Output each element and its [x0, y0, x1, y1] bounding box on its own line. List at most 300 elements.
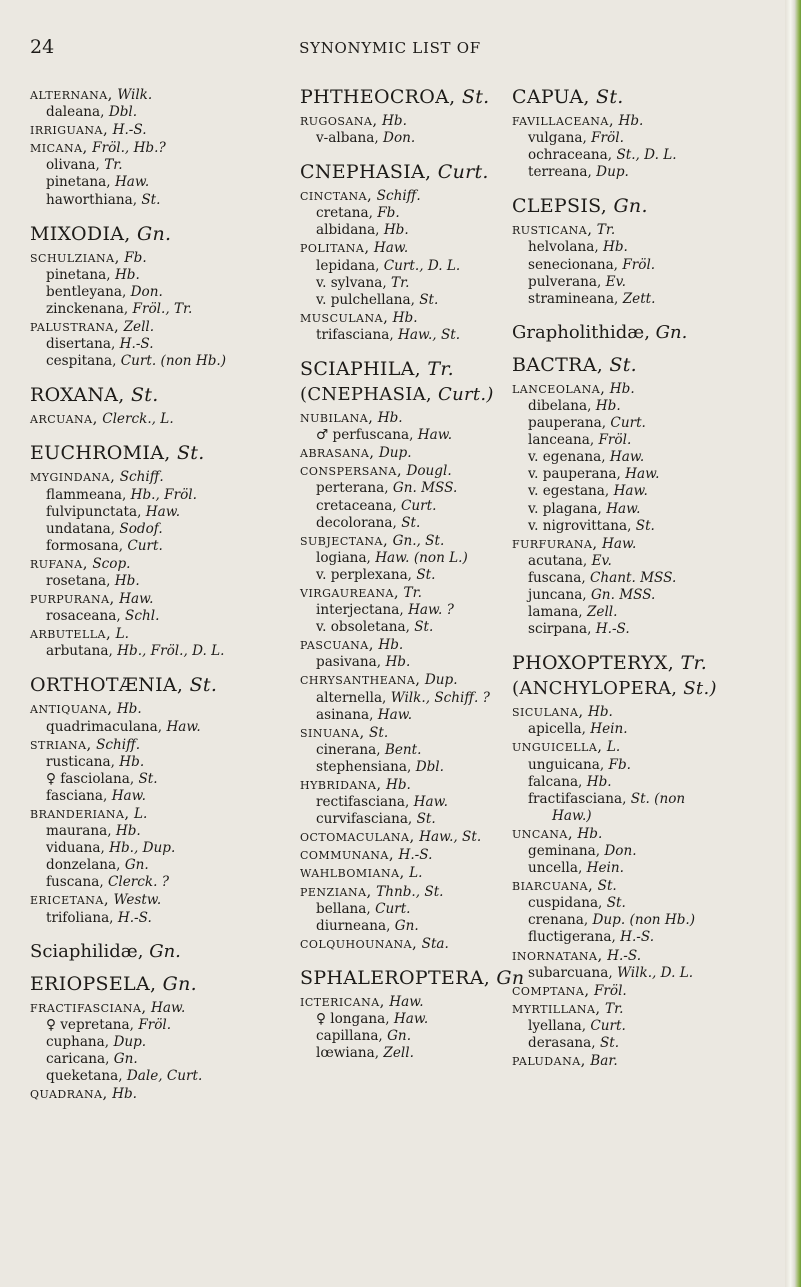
species-author: Fröl. [138, 1016, 172, 1033]
species-name: communana, [300, 845, 395, 864]
synonym-entry [512, 843, 790, 860]
species-name: virgaureana, [300, 582, 400, 601]
species-name: olivana, [46, 157, 100, 174]
species-name: inornatana, [512, 945, 603, 964]
species-author: Haw. [413, 794, 448, 811]
genus-heading [30, 973, 292, 995]
synonym-entry [30, 573, 292, 590]
species-author: H.-S. [119, 336, 154, 353]
species-author: Zell. [383, 1045, 414, 1062]
synonym-entry [512, 398, 790, 415]
species-entry [30, 625, 292, 643]
species-author: Fröl. [598, 432, 632, 449]
genus-name: (ANCHYLOPERA, [512, 678, 678, 700]
synonym-entry [512, 1018, 790, 1035]
species-name: unguicella, [512, 737, 603, 756]
species-name: dibelana, [528, 397, 592, 414]
species-author: Haw. [417, 427, 453, 444]
species-author: Dbl. [415, 758, 444, 775]
genus-author: Gn [496, 966, 525, 989]
synonym-entry [30, 719, 292, 736]
species-name: cuspidana, [528, 895, 603, 912]
species-name: crenana, [528, 912, 589, 929]
species-author: Haw. [609, 449, 645, 466]
species-name: senecionana, [528, 256, 619, 273]
synonym-entry [30, 1068, 292, 1085]
running-head [0, 36, 780, 60]
species-name: curvifasciana, [316, 811, 413, 828]
species-name: rectifasciana, [316, 794, 410, 811]
species-entry [512, 703, 790, 721]
synonym-entry [512, 449, 790, 466]
species-name: haworthiana, [46, 191, 138, 208]
species-name: v-albana, [316, 130, 379, 147]
species-name: sinuana, [300, 722, 365, 741]
species-author: Haw. ? [408, 602, 454, 619]
synonym-entry [512, 257, 790, 274]
species-name: fluctigerana, [528, 929, 616, 946]
family-heading [30, 941, 292, 963]
species-author: Hb. [386, 777, 411, 793]
species-name: subarcuana, [528, 964, 613, 981]
species-name: maurana, [46, 823, 112, 840]
species-name: unguicana, [528, 756, 605, 773]
species-author: Clerck., L. [102, 411, 174, 428]
species-author: Schiff. [119, 469, 164, 486]
species-name: ♀ longana, [316, 1011, 390, 1028]
species-entry [30, 891, 292, 909]
genus-heading [512, 195, 790, 217]
species-author: Hein. [590, 721, 628, 738]
species-author: Hb. [377, 410, 403, 427]
synonym-entry [512, 965, 790, 982]
species-name: v. egestana, [528, 483, 610, 500]
species-author: Fröl. [591, 130, 624, 147]
species-author: Gn. [387, 1028, 412, 1045]
genus-heading [30, 223, 292, 245]
species-author: Haw. [606, 500, 641, 517]
column-left [30, 86, 292, 1117]
synonym-entry [512, 774, 790, 791]
species-author: Chant. MSS. [590, 569, 677, 586]
species-author: Hb. [577, 825, 603, 842]
species-name: lyellana, [528, 1017, 587, 1034]
species-author: Schiff. [376, 188, 421, 205]
species-name: ictericana, [300, 991, 385, 1010]
species-entry [512, 535, 790, 553]
species-name: branderiana, [30, 804, 130, 822]
species-author: St., D. L. [616, 147, 677, 164]
species-author: H.-S. [620, 929, 655, 946]
species-author: St. [635, 517, 655, 534]
species-entry [512, 738, 790, 756]
species-name: scirpana, [528, 621, 592, 638]
synonym-entry [30, 504, 292, 521]
species-author: St. [401, 514, 421, 531]
genus-author: Gn. [136, 222, 172, 245]
genus-author: St. [130, 384, 159, 407]
species-author: St. [599, 1035, 620, 1052]
species-author: Haw. [613, 483, 648, 500]
species-author: Dbl. [108, 104, 138, 121]
species-author: L. [409, 865, 423, 882]
species-author: Haw. [119, 591, 154, 608]
synonym-entry [512, 791, 790, 808]
species-author: Dup. [424, 672, 458, 689]
species-author: Hb., Fröl., D. L. [117, 643, 225, 660]
synonym-entry [30, 104, 292, 121]
species-author: Hb. [382, 113, 407, 129]
species-entry [30, 318, 292, 336]
species-author: Dup. [596, 164, 629, 181]
species-name: v. obsoletana, [316, 619, 410, 636]
genus-block [30, 674, 292, 926]
species-name: politana, [300, 238, 370, 257]
genus-name: CLEPSIS, [512, 195, 608, 218]
synonym-entry [30, 336, 292, 353]
genus-name: MIXODIA, [30, 222, 131, 245]
species-author: Don. [130, 283, 163, 300]
species-name: v. perplexana, [316, 566, 412, 583]
species-author: Curt. [375, 900, 411, 917]
species-name: alternana, [30, 85, 113, 103]
species-author: Curt. [401, 497, 437, 514]
genus-name: PHTHEOCROA, [300, 86, 456, 108]
species-author: Gn. MSS. [392, 480, 458, 497]
species-name: pulverana, [528, 273, 602, 290]
species-entry [512, 1052, 790, 1070]
species-author: Dale, Curt. [126, 1068, 203, 1085]
species-author: Hein. [586, 860, 624, 877]
species-name: nubilana, [300, 408, 374, 427]
species-name: quadrana, [30, 1084, 108, 1103]
genus-name: PHOXOPTERYX, [512, 652, 675, 675]
synonym-entry [30, 174, 292, 191]
species-author: Curt. [590, 1017, 626, 1034]
species-author: Hb. [116, 701, 142, 718]
synonym-entry [30, 771, 292, 788]
species-author: Hb. [119, 753, 145, 770]
synonym-entry [30, 823, 292, 840]
species-entry [30, 249, 292, 267]
species-name: palustrana, [30, 317, 120, 336]
species-author: St. [416, 566, 436, 583]
species-name: acutana, [528, 552, 588, 569]
species-author: Fröl. [593, 982, 627, 999]
genus-name: (CNEPHASIA, [300, 384, 432, 406]
species-entry [512, 877, 790, 895]
species-name: hybridana, [300, 775, 382, 793]
family-name: Grapholithidæ, [512, 321, 650, 343]
species-author: Westw. [113, 892, 162, 909]
genus-name: ROXANA, [30, 384, 125, 407]
species-entry [30, 700, 292, 718]
species-name: lœwiana, [316, 1045, 380, 1062]
species-name: asinana, [316, 706, 374, 723]
page-edge-strip [785, 0, 801, 1287]
species-author: Tr. [605, 1000, 624, 1017]
species-name: logiana, [316, 549, 371, 566]
species-name: formosana, [46, 537, 124, 554]
species-author: Haw. (non L.) [375, 549, 468, 566]
species-name: lepidana, [316, 257, 380, 274]
species-name: trifasciana, [316, 326, 394, 343]
species-name: rusticana, [512, 220, 593, 239]
synonym-entry [512, 912, 790, 929]
species-name: purpurana, [30, 589, 115, 608]
species-name: lamana, [528, 604, 583, 621]
species-author: Hb. [602, 239, 628, 256]
species-name: v. pulchellana, [316, 291, 415, 308]
synonym-entry [30, 1034, 292, 1051]
synonym-entry [512, 466, 790, 483]
species-name: pascuana, [300, 635, 375, 654]
species-author: Tr. [104, 157, 123, 174]
species-entry [512, 380, 790, 398]
genus-block [30, 973, 292, 1104]
species-entry [30, 590, 292, 608]
synonym-entry [30, 157, 292, 174]
species-entry [30, 121, 292, 139]
species-name: rugosana, [300, 111, 378, 129]
synonym-entry [30, 643, 292, 660]
genus-name: CNEPHASIA, [300, 161, 432, 184]
genus-author: St.) [683, 678, 717, 700]
species-author: Clerck. ? [108, 874, 170, 891]
species-name: cuphana, [46, 1033, 110, 1050]
genus-name: CAPUA, [512, 86, 590, 108]
genus-heading [512, 652, 790, 674]
species-entry [30, 999, 292, 1017]
synonym-entry [30, 521, 292, 538]
genus-block [30, 223, 292, 371]
species-name: ericetana, [30, 890, 110, 909]
species-author: Zell. [123, 319, 155, 336]
synonym-entry [30, 284, 292, 301]
synonym-entry [512, 895, 790, 912]
species-name: v. plagana, [528, 500, 602, 517]
synonym-entry [512, 621, 790, 638]
page-number: 24 [30, 36, 55, 58]
species-name: falcana, [528, 773, 583, 790]
species-name: trifoliana, [46, 909, 114, 926]
genus-block [512, 195, 790, 307]
species-name: colquhounana, [300, 933, 418, 952]
species-author: Haw. [377, 706, 413, 723]
species-author: Wilk., Schiff. ? [390, 689, 490, 706]
synonym-entry [512, 164, 790, 181]
species-author: St. [414, 619, 434, 636]
species-author: Haw. [625, 466, 660, 483]
species-name: terreana, [528, 164, 592, 181]
species-entry [512, 982, 790, 1000]
synonym-entry [512, 587, 790, 604]
species-entry [30, 1085, 292, 1103]
synonym-entry [30, 267, 292, 284]
family-heading [512, 322, 790, 344]
species-name: viduana, [46, 840, 105, 857]
species-author: Hb. [112, 1086, 137, 1103]
species-name: geminana, [528, 843, 601, 859]
species-author: Hb. [595, 397, 621, 414]
species-name: disertana, [46, 336, 116, 353]
species-name: siculana, [512, 702, 584, 721]
species-author: L. [134, 806, 148, 822]
species-author: Dup. (non Hb.) [592, 912, 696, 929]
species-author: Gn. [113, 1050, 138, 1067]
species-author: St. [606, 895, 626, 912]
species-author: Haw. [393, 1011, 429, 1028]
species-author: Bar. [590, 1053, 618, 1070]
species-author: Zett. [622, 290, 656, 307]
species-author: Haw. [601, 535, 637, 552]
species-author: Schl. [125, 608, 160, 625]
species-author: H.-S. [117, 909, 152, 926]
species-author: Thnb., St. [376, 883, 444, 900]
genus-block [512, 86, 790, 181]
synonym-entry [512, 239, 790, 256]
species-name: chrysantheana, [300, 670, 421, 689]
synonym-entry [30, 1017, 292, 1034]
genus-name: ORTHOTÆNIA, [30, 674, 184, 697]
species-author: St. (non [630, 790, 686, 807]
species-name: striana, [30, 734, 92, 753]
synonym-entry [512, 721, 790, 738]
species-author: Dougl. [406, 463, 452, 480]
species-author: Curt., D. L. [383, 257, 461, 274]
synonym-entry [30, 301, 292, 318]
species-entry [30, 468, 292, 486]
species-author: Hb. [114, 266, 140, 283]
species-author: Hb. [385, 654, 411, 671]
species-author: Ev. [605, 273, 626, 290]
species-name: paludana, [512, 1051, 586, 1070]
species-author: Haw.) [552, 807, 592, 824]
species-name: stramineana, [528, 290, 619, 307]
synonym-entry [30, 840, 292, 857]
species-author: St. [369, 724, 389, 741]
species-name: ♀ fasciolana, [46, 770, 135, 787]
family-author: Gn. [149, 940, 181, 962]
species-name: penziana, [300, 881, 372, 900]
family-name: Sciaphilidæ, [30, 940, 144, 962]
species-name: fractifasciana, [30, 997, 147, 1016]
species-name: cinerana, [316, 741, 381, 758]
species-author: Hb. [587, 704, 613, 721]
species-author: L. [115, 626, 129, 643]
species-name: apicella, [528, 721, 586, 738]
species-name: capillana, [316, 1028, 383, 1045]
species-author: Scop. [92, 555, 131, 572]
species-author: Dup. [378, 445, 412, 462]
synonym-entry [512, 604, 790, 621]
species-name: pinetana, [46, 266, 111, 283]
species-name: cinctana, [300, 186, 373, 205]
species-author: Hb. [586, 773, 612, 790]
synonym-entry [30, 192, 292, 209]
species-name: pasivana, [316, 654, 382, 671]
species-author: St. [597, 878, 617, 895]
genus-heading [30, 384, 292, 406]
species-name: uncana, [512, 823, 574, 842]
species-name: pauperana, [528, 415, 607, 432]
species-name: fulvipunctata, [46, 503, 142, 520]
species-name: v. nigrovittana, [528, 517, 632, 534]
species-entry [30, 736, 292, 754]
species-author: Tr. [596, 222, 616, 239]
species-name: fuscana, [46, 874, 104, 891]
species-author: Hb. [115, 823, 141, 840]
genus-heading [512, 354, 790, 376]
species-author: Curt. [127, 537, 163, 554]
species-name: v. pauperana, [528, 466, 621, 483]
species-name: cespitana, [46, 353, 117, 370]
synonym-entry [512, 757, 790, 774]
species-author: Haw. [150, 999, 186, 1016]
genus-heading [30, 442, 292, 464]
synonym-entry [512, 291, 790, 308]
species-name: schulziana, [30, 247, 120, 266]
species-name: helvolana, [528, 239, 599, 256]
species-author: Curt. [610, 415, 646, 432]
family-author: Gn. [655, 321, 688, 343]
species-author: Haw. [114, 174, 150, 191]
species-name: rusticana, [46, 753, 115, 770]
synonym-entry [30, 788, 292, 805]
species-author: Fb. [377, 205, 400, 222]
species-author: Hb. [383, 222, 409, 239]
synonym-entry [30, 857, 292, 874]
species-author: Dup. [113, 1033, 147, 1050]
species-name: octomaculana, [300, 827, 415, 846]
species-author: Fröl., Hb.? [92, 140, 166, 157]
synonym-entry [512, 415, 790, 432]
synonym-entry [30, 910, 292, 927]
synonym-entry [30, 353, 292, 370]
synonym-entry [30, 1051, 292, 1068]
synonym-entry [30, 487, 292, 504]
species-author: Don. [383, 130, 416, 147]
species-entry [30, 86, 292, 104]
species-author: H.-S. [398, 847, 433, 864]
species-name: conspersana, [300, 461, 403, 480]
species-name: subjectana, [300, 530, 389, 549]
synonym-entry [512, 501, 790, 518]
species-name: bellana, [316, 900, 371, 917]
synonym-entry [30, 608, 292, 625]
species-author: H.-S. [595, 621, 630, 638]
species-author: Wilk., D. L. [617, 964, 694, 981]
species-name: daleana, [46, 104, 105, 121]
genus-author: Curt. [437, 161, 489, 184]
species-name: abrasana, [300, 443, 375, 462]
genus-name: ERIOPSELA, [30, 972, 157, 995]
synonym-entry [512, 929, 790, 946]
species-name: diurneana, [316, 917, 391, 934]
species-name: arbutella, [30, 624, 112, 643]
synonym-entry [30, 538, 292, 555]
species-name: donzelana, [46, 857, 121, 874]
species-name: juncana, [528, 586, 587, 603]
species-name: bentleyana, [46, 283, 127, 300]
genus-author: St. [176, 442, 205, 465]
genus-name: SPHALEROPTERA, [300, 966, 491, 989]
species-name: quadrimaculana, [46, 718, 163, 735]
species-author: L. [606, 739, 621, 756]
species-name: perterana, [316, 480, 389, 497]
species-author: Wilk. [117, 87, 153, 103]
genus-synonym-heading [512, 678, 790, 699]
